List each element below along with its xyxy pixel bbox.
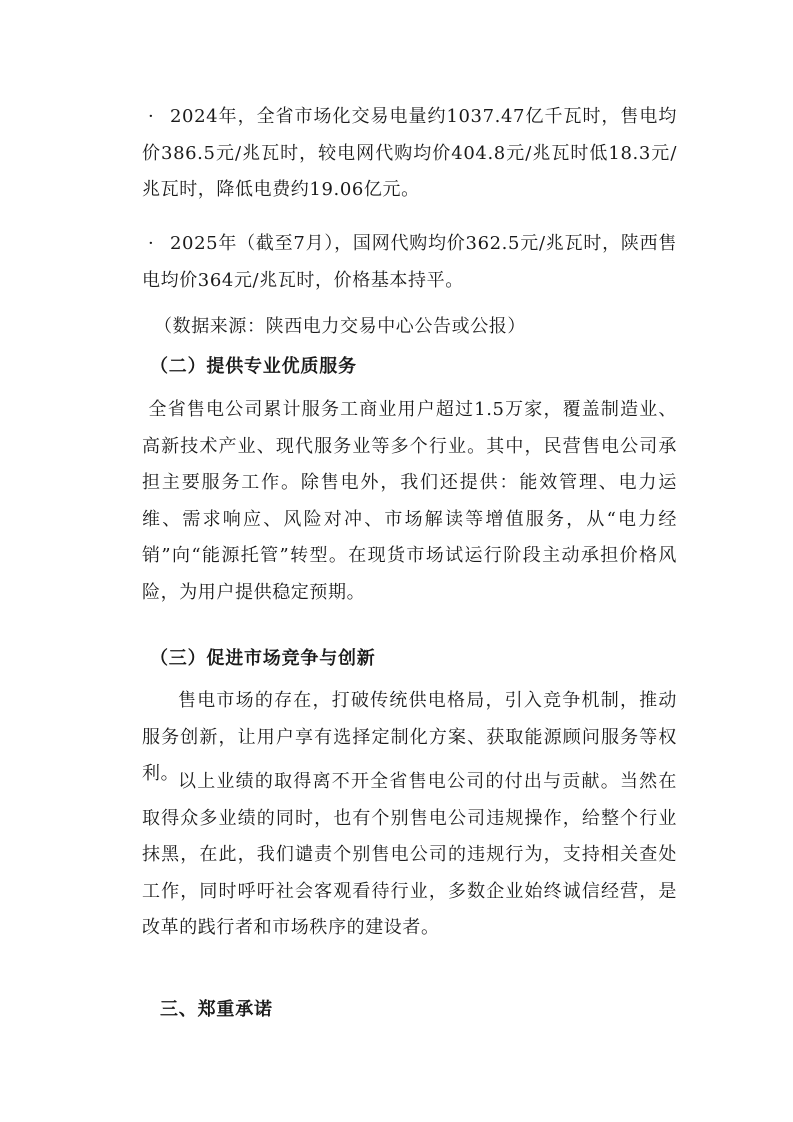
- data-source-note: （数据来源：陕西电力交易中心公告或公报）: [154, 316, 526, 337]
- bullet-text-2025: 2025年（截至7月），国网代购均价362.5元/兆瓦时，陕西售电均价364元/兆瓦时，价格基本持平。: [142, 233, 677, 291]
- section-heading-service: （二）提供专业优质服务: [150, 356, 357, 377]
- bullet-text-2024: 2024年，全省市场化交易电量约1037.47亿千瓦时，售电均价386.5元/兆瓦时，较电网代购均价404.8元/兆瓦时低18.3元/兆瓦时，降低电费约19.06亿元。: [142, 106, 677, 200]
- paragraph-service-text: 全省售电公司累计服务工商业用户超过1.5万家，覆盖制造业、高新技术产业、现代服务业等多个行业。其中，民营售电公司承担主要服务工作。除售电外，我们还提供：能效管理、电力运维、需求响应、风险对冲、市场解读等增值服务，从“电力经销”向“能源托管”转型。在现货市场试运行阶段主动承担价格风险，为用户提供稳定预期。: [142, 399, 677, 603]
- bullet-item-2024: [142, 99, 677, 209]
- part-three-heading: 三、郑重承诺: [160, 999, 273, 1020]
- section-heading-competition: （三）促进市场竞争与创新: [150, 648, 376, 669]
- bullet-item-2025: [142, 226, 677, 299]
- paragraph-closing: 以上业绩的取得离不开全省售电公司的付出与贡献。当然在取得众多业绩的同时，也有个别售电公司违规操作，给整个行业抹黑，在此，我们谴责个别售电公司的违规行为，支持相关查处工作，同时呼吁社会客观看待行业，多数企业始终诚信经营，是改革的践行者和市场秩序的建设者。: [142, 771, 677, 938]
- paragraph-service: [142, 392, 677, 611]
- paragraph-competition: 售电市场的存在，打破传统供电格局，引入竞争机制，推动服务创新，让用户享有选择定制化方案、获取能源顾问服务等权利。: [142, 690, 677, 784]
- bullet-dot: ·: [148, 106, 155, 127]
- bullet-dot: ·: [148, 233, 155, 254]
